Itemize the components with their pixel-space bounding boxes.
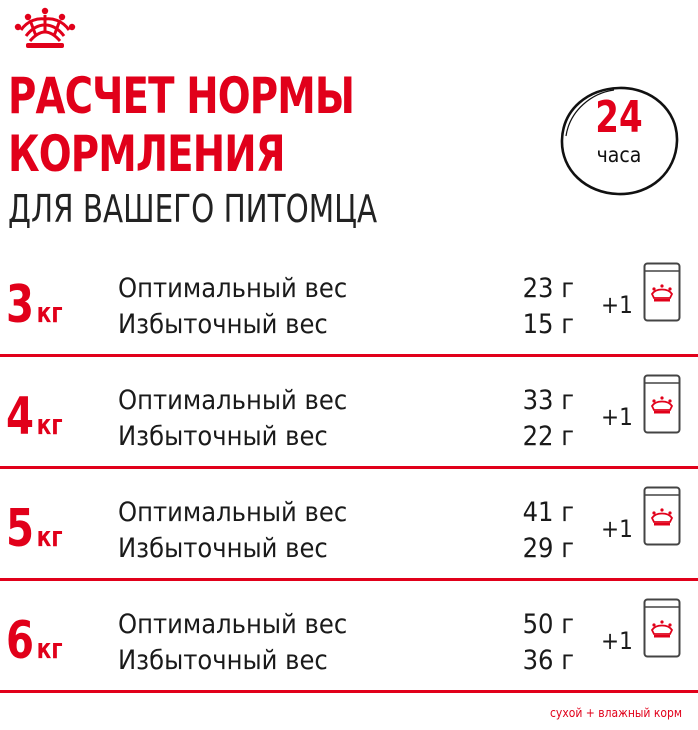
page-subtitle: ДЛЯ ВАШЕГО ПИТОМЦА — [8, 187, 378, 231]
row-divider — [0, 354, 698, 357]
over-grams: 22 г — [522, 421, 574, 452]
crown-logo-icon — [14, 6, 76, 50]
over-grams: 36 г — [522, 645, 574, 676]
wet-food-count: +1 — [601, 515, 633, 543]
optimal-grams: 33 г — [522, 385, 574, 416]
over-grams: 29 г — [522, 533, 574, 564]
pet-weight: 4кг — [6, 387, 63, 447]
over-grams: 15 г — [522, 309, 574, 340]
badge-value: 24 — [595, 92, 643, 143]
wet-food-pouch-icon — [643, 598, 681, 658]
page-title-line-2: КОРМЛЕНИЯ — [8, 125, 285, 183]
feeding-row-5kg — [0, 478, 698, 590]
footnote: сухой + влажный корм — [550, 706, 682, 720]
optimal-weight-label: Оптимальный вес — [118, 497, 348, 528]
pet-weight: 3кг — [6, 275, 63, 335]
over-weight-label: Избыточный вес — [118, 533, 328, 564]
wet-food-count: +1 — [601, 627, 633, 655]
over-weight-label: Избыточный вес — [118, 309, 328, 340]
optimal-weight-label: Оптимальный вес — [118, 273, 348, 304]
row-divider — [0, 578, 698, 581]
page-title-line-1: РАСЧЕТ НОРМЫ — [8, 67, 355, 125]
feeding-row-6kg — [0, 590, 698, 702]
wet-food-pouch-icon — [643, 486, 681, 546]
optimal-grams: 23 г — [522, 273, 574, 304]
optimal-grams: 41 г — [522, 497, 574, 528]
wet-food-pouch-icon — [643, 262, 681, 322]
over-weight-label: Избыточный вес — [118, 421, 328, 452]
daily-badge — [556, 84, 682, 198]
wet-food-pouch-icon — [643, 374, 681, 434]
row-divider — [0, 466, 698, 469]
optimal-weight-label: Оптимальный вес — [118, 609, 348, 640]
pet-weight: 5кг — [6, 499, 63, 559]
feeding-row-3kg — [0, 254, 698, 366]
optimal-weight-label: Оптимальный вес — [118, 385, 348, 416]
wet-food-count: +1 — [601, 403, 633, 431]
feeding-row-4kg — [0, 366, 698, 478]
badge-unit: часа — [596, 143, 642, 167]
pet-weight: 6кг — [6, 611, 63, 671]
row-divider — [0, 690, 698, 693]
wet-food-count: +1 — [601, 291, 633, 319]
over-weight-label: Избыточный вес — [118, 645, 328, 676]
optimal-grams: 50 г — [522, 609, 574, 640]
